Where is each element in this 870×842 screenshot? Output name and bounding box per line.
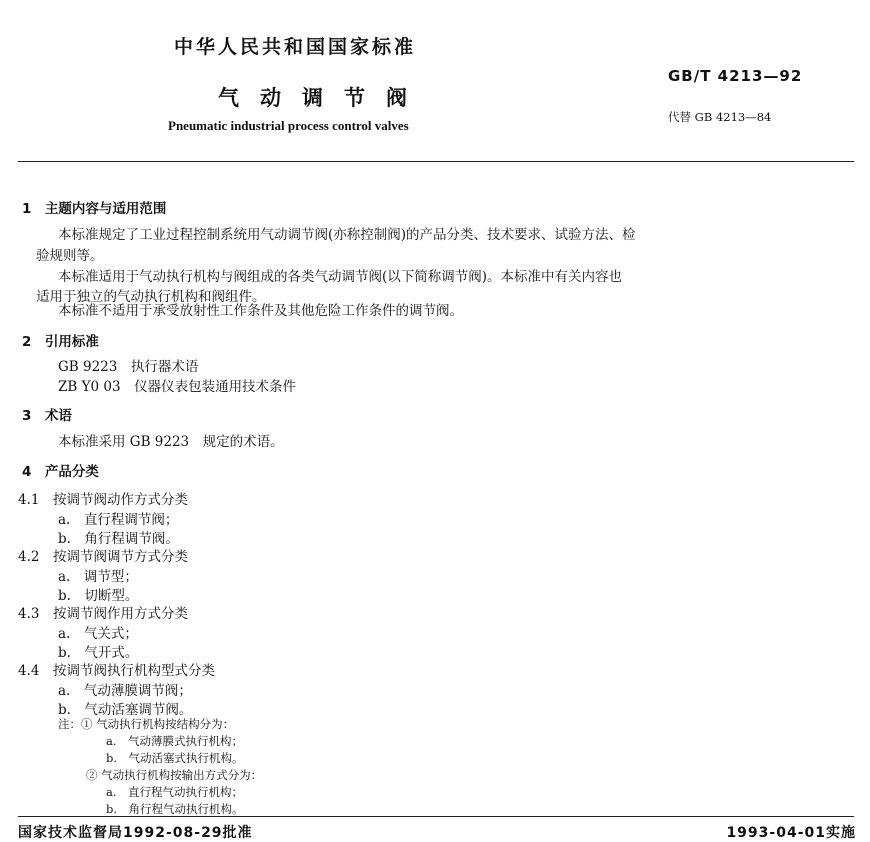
standard-number: GB/T 4213—92 xyxy=(668,67,803,85)
note-1-item-a: a. 气动薄膜式执行机构； xyxy=(106,734,244,748)
section-1-para-2-line-2: 适用于独立的气动执行机构和阀组件。 xyxy=(36,289,266,305)
section-1-para-3: 本标准不适用于承受放射性工作条件及其他危险工作条件的调节阀。 xyxy=(58,303,463,319)
document-title-cn: 气 动 调 节 阀 xyxy=(218,86,407,110)
footer-rule xyxy=(18,816,854,817)
section-4-heading: 4 产品分类 xyxy=(22,464,99,480)
section-1-para-2-line-1: 本标准适用于气动执行机构与阀组成的各类气动调节阀(以下简称调节阀)。本标准中有关内容也 xyxy=(58,269,623,285)
document-title-en: Pneumatic industrial process control valves xyxy=(168,118,409,133)
subsection-4-3-item-b: b. 气开式。 xyxy=(58,645,139,661)
subsection-4-3-title: 4.3 按调节阀作用方式分类 xyxy=(18,606,188,622)
subsection-4-2-item-a: a. 调节型； xyxy=(58,569,138,585)
note-2-item-b: b. 角行程气动执行机构。 xyxy=(106,802,244,816)
subsection-4-4-item-a: a. 气动薄膜调节阀； xyxy=(58,683,192,699)
replaces-standard: 代替 GB 4213—84 xyxy=(668,110,772,124)
subsection-4-4-item-b: b. 气动活塞调节阀。 xyxy=(58,702,193,718)
section-1-para-1-line-2: 验规则等。 xyxy=(36,248,104,264)
approval-date: 国家技术监督局1992-08-29批准 xyxy=(18,825,253,841)
note-2: ② 气动执行机构按输出方式分为： xyxy=(86,768,263,782)
subsection-4-1-title: 4.1 按调节阀动作方式分类 xyxy=(18,492,188,508)
note-1: 注：① 气动执行机构按结构分为： xyxy=(58,717,235,731)
subsection-4-2-title: 4.2 按调节阀调节方式分类 xyxy=(18,549,188,565)
subsection-4-1-item-a: a. 直行程调节阀； xyxy=(58,512,179,528)
section-3-heading: 3 术语 xyxy=(22,408,72,424)
reference-1: GB 9223 执行器术语 xyxy=(58,359,199,375)
note-2-item-a: a. 直行程气动执行机构； xyxy=(106,785,244,799)
note-1-item-b: b. 气动活塞式执行机构。 xyxy=(106,751,244,765)
reference-2: ZB Y0 03 仪器仪表包装通用技术条件 xyxy=(58,379,297,395)
effective-date: 1993-04-01实施 xyxy=(726,825,856,841)
national-standard-title: 中华人民共和国国家标准 xyxy=(174,36,417,58)
subsection-4-1-item-b: b. 角行程调节阀。 xyxy=(58,531,179,547)
subsection-4-3-item-a: a. 气关式； xyxy=(58,626,138,642)
subsection-4-4-title: 4.4 按调节阀执行机构型式分类 xyxy=(18,663,215,679)
subsection-4-2-item-b: b. 切断型。 xyxy=(58,588,139,604)
section-1-heading: 1 主题内容与适用范围 xyxy=(22,201,167,217)
section-2-heading: 2 引用标准 xyxy=(22,334,99,350)
header-rule xyxy=(18,161,854,162)
section-3-para: 本标准采用 GB 9223 规定的术语。 xyxy=(58,434,284,450)
section-1-para-1-line-1: 本标准规定了工业过程控制系统用气动调节阀(亦称控制阀)的产品分类、技术要求、试验方法、检 xyxy=(58,227,636,243)
